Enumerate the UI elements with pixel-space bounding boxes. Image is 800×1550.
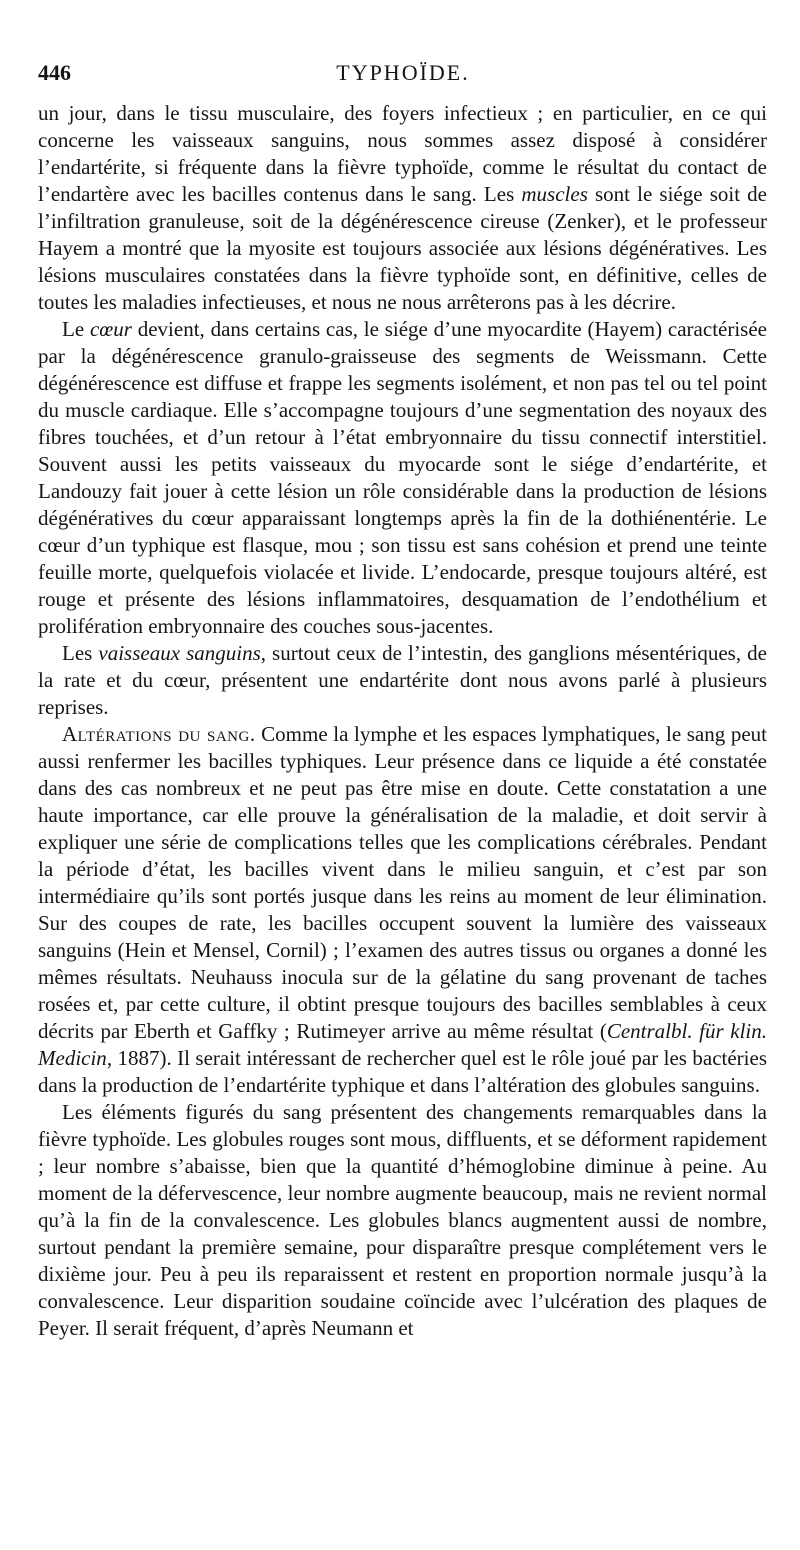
term-coeur: cœur	[89, 317, 132, 341]
term-muscles: muscles	[521, 182, 588, 206]
page-number: 446	[38, 60, 71, 85]
term-vaisseaux-sanguins: vaisseaux sanguins	[98, 641, 261, 665]
paragraph-coeur: Le cœur devient, dans certains cas, le siége d’une myocardite (Hayem) caractérisée par la dégénérescence granulo-graisseuse des segments de Weissmann. Cette dégénérescence est diffuse et frappe les segments isolément, et non pas tel ou tel point du muscle cardiaque. Elle s’accompagne toujours d’une segmentation des noyaux des fibres touchées, et d’un retour à l’état embryonnaire du tissu connectif interstitiel. Souvent aussi les petits vaisseaux du myocarde sont le siége d’endartérite, et Landouzy fait jouer à cette lésion un rôle considérable dans la production de lésions dégénératives du cœur apparaissant longtemps après la fin de la dothiénentérie. Le cœur d’un typhique est flasque, mou ; son tissu est sans cohésion et prend une teinte feuille morte, quelquefois violacée et livide. L’endocarde, presque toujours altéré, est rouge et présente des lésions inflammatoires, desquamation de l’endothélium et prolifération embryonnaire des couches sous-jacentes.	[38, 317, 767, 638]
body-text	[38, 100, 767, 1342]
page-header	[38, 58, 768, 88]
section-heading: Altérations du sang.	[62, 722, 256, 746]
running-title: TYPHOÏDE.	[336, 60, 470, 85]
paragraph-alterations-sang: Altérations du sang. Comme la lymphe et les espaces lymphatiques, le sang peut aussi renfermer les bacilles typhiques. Leur présence dans ce liquide a été constatée dans des cas nombreux et ne peut pas être mise en doute. Cette constatation a une haute importance, car elle prouve la généralisation de la maladie, et doit servir à expliquer une série de complications telles que les complications cérébrales. Pendant la période d’état, les bacilles vivent dans le milieu sanguin, et c’est par son intermédiaire qu’ils sont portés jusque dans les reins au moment de leur élimination. Sur des coupes de rate, les bacilles occupent souvent la lumière des vaisseaux sanguins (Hein et Mensel, Cornil) ; l’examen des autres tissus ou organes a donné les mêmes résultats. Neuhauss inocula sur de la gélatine du sang provenant de taches rosées et, par cette culture, il obtint presque toujours des bacilles semblables à ceux décrits par Eberth et Gaffky ; Rutimeyer arrive au même résultat (Centralbl. für klin. Medicin, 1887). Il serait intéressant de rechercher quel est le rôle joué par les bactéries dans la production de l’endartérite typhique et dans l’altération des globules sanguins.	[38, 722, 767, 1097]
paragraph-elements-figures: Les éléments figurés du sang présentent des changements remarquables dans la fièvre typhoïde. Les globules rouges sont mous, diffluents, et se déforment rapidement ; leur nombre s’abaisse, bien que la quantité d’hémoglobine diminue à peine. Au moment de la défervescence, leur nombre augmente beaucoup, mais ne revient normal qu’à la fin de la convalescence. Les globules blancs augmentent aussi de nombre, surtout pendant la première semaine, pour disparaître presque complétement vers le dixième jour. Peu à peu ils reparaissent et restent en proportion normale jusqu’à la convalescence. Leur disparition soudaine coïncide avec l’ulcération des plaques de Peyer. Il serait fréquent, d’après Neumann et	[38, 1100, 767, 1340]
paragraph-vaisseaux: Les vaisseaux sanguins, surtout ceux de l’intestin, des ganglions mésentériques, de la rate et du cœur, présentent une endartérite dont nous avons parlé à plusieurs reprises.	[38, 641, 767, 719]
paragraph-muscles: un jour, dans le tissu musculaire, des foyers infectieux ; en particulier, en ce qui concerne les vaisseaux sanguins, nous sommes assez disposé à considérer l’endartérite, si fréquente dans la fièvre typhoïde, comme le résultat du contact de l’endartère avec les bacilles contenus dans le sang. Les muscles sont le siége soit de l’infiltration granuleuse, soit de la dégénérescence cireuse (Zenker), et le professeur Hayem a montré que la myosite est toujours associée aux lésions dégénératives. Les lésions musculaires constatées dans la fièvre typhoïde sont, en définitive, celles de toutes les maladies infectieuses, et nous ne nous arrêterons pas à les décrire.	[38, 101, 767, 314]
citation-journal: Centralbl. für klin. Medicin	[38, 1019, 767, 1070]
